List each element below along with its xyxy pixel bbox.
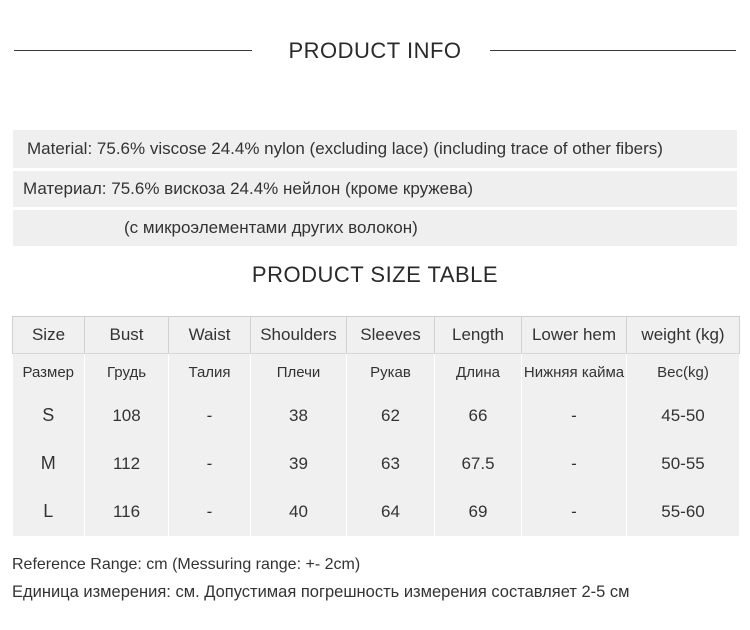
- material-russian-continued: (с микроэлементами других волокон): [13, 210, 737, 246]
- cell-sleeves: 63: [347, 440, 435, 488]
- header-length: Length: [435, 317, 522, 354]
- table-row: [13, 440, 740, 488]
- header-ru-size: Размер: [13, 354, 85, 392]
- header-divider-right: [490, 50, 736, 51]
- measurement-unit-note: Единица измерения: см. Допустимая погрешность измерения составляет 2-5 см: [12, 583, 630, 601]
- cell-waist: -: [169, 488, 251, 536]
- table-row: [13, 392, 740, 440]
- header-ru-weight: Вес(kg): [627, 354, 740, 392]
- header-weight: weight (kg): [627, 317, 740, 354]
- header-row-english: [13, 317, 740, 354]
- cell-waist: -: [169, 440, 251, 488]
- material-english: Material: 75.6% viscose 24.4% nylon (excluding lace) (including trace of other fibers): [13, 130, 737, 168]
- cell-shoulders: 40: [251, 488, 347, 536]
- header-waist: Waist: [169, 317, 251, 354]
- cell-sleeves: 64: [347, 488, 435, 536]
- cell-bust: 108: [85, 392, 169, 440]
- cell-length: 69: [435, 488, 522, 536]
- reference-range-note: Reference Range: cm (Messuring range: +- 2cm): [12, 556, 361, 573]
- cell-length: 66: [435, 392, 522, 440]
- header-ru-sleeves: Рукав: [347, 354, 435, 392]
- header-row-russian: [13, 354, 740, 392]
- size-table: [12, 316, 740, 536]
- cell-shoulders: 38: [251, 392, 347, 440]
- product-info-title: PRODUCT INFO: [288, 38, 462, 63]
- header-ru-waist: Талия: [169, 354, 251, 392]
- header-ru-shoulders: Плечи: [251, 354, 347, 392]
- cell-size: M: [13, 440, 85, 488]
- product-info-header: [0, 30, 750, 74]
- cell-weight: 45-50: [627, 392, 740, 440]
- cell-weight: 50-55: [627, 440, 740, 488]
- cell-size: L: [13, 488, 85, 536]
- cell-bust: 112: [85, 440, 169, 488]
- cell-sleeves: 62: [347, 392, 435, 440]
- cell-shoulders: 39: [251, 440, 347, 488]
- header-ru-length: Длина: [435, 354, 522, 392]
- header-lower-hem: Lower hem: [522, 317, 627, 354]
- size-table-title: PRODUCT SIZE TABLE: [251, 262, 499, 287]
- cell-size: S: [13, 392, 85, 440]
- header-sleeves: Sleeves: [347, 317, 435, 354]
- header-size: Size: [13, 317, 85, 354]
- cell-waist: -: [169, 392, 251, 440]
- header-shoulders: Shoulders: [251, 317, 347, 354]
- table-row: [13, 488, 740, 536]
- cell-lower-hem: -: [522, 488, 627, 536]
- header-bust: Bust: [85, 317, 169, 354]
- header-ru-lower-hem: Нижняя кайма: [522, 354, 627, 392]
- header-ru-bust: Грудь: [85, 354, 169, 392]
- cell-weight: 55-60: [627, 488, 740, 536]
- cell-length: 67.5: [435, 440, 522, 488]
- cell-lower-hem: -: [522, 440, 627, 488]
- cell-bust: 116: [85, 488, 169, 536]
- cell-lower-hem: -: [522, 392, 627, 440]
- material-russian: Материал: 75.6% вискоза 24.4% нейлон (кроме кружева): [13, 171, 737, 207]
